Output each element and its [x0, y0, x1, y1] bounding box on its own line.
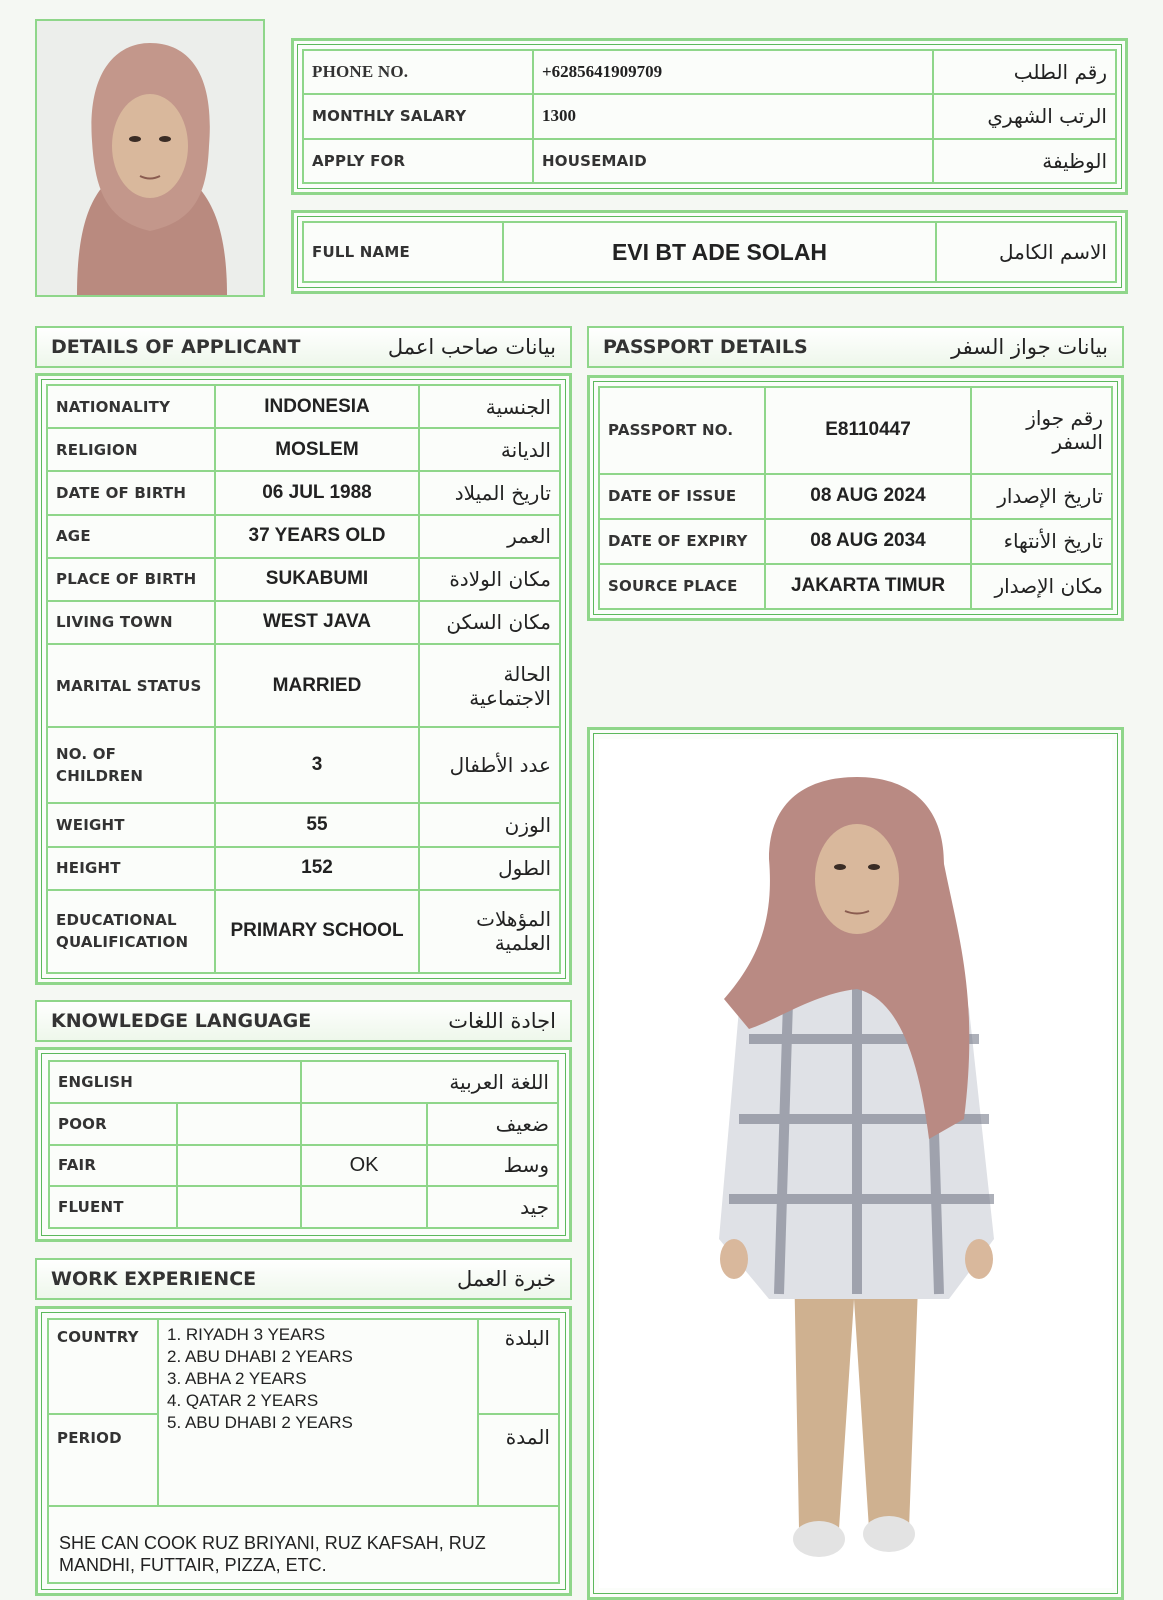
full-name-label-ar: الاسم الكامل	[936, 222, 1116, 282]
salary-label: MONTHLY SALARY	[303, 94, 533, 138]
applicant-field-label: LIVING TOWN	[47, 601, 215, 644]
applicant-field-label-ar: الطول	[419, 847, 560, 890]
work-title: WORK EXPERIENCE	[51, 1268, 257, 1290]
english-label: ENGLISH	[49, 1061, 301, 1103]
applicant-details-box	[35, 373, 572, 985]
phone-value: +6285641909709	[533, 50, 933, 94]
language-level-label: FAIR	[49, 1145, 177, 1187]
applicant-field-value: PRIMARY SCHOOL	[215, 890, 419, 973]
arabic-level-mark	[301, 1103, 427, 1145]
english-level-mark	[177, 1145, 301, 1187]
applicant-section-header	[35, 326, 572, 368]
applicant-field-value: MOSLEM	[215, 428, 419, 471]
passport-field-label-ar: تاريخ الأنتهاء	[971, 519, 1112, 564]
applicant-field-label-ar: مكان السكن	[419, 601, 560, 644]
full-name-label: FULL NAME	[303, 222, 503, 282]
apply-value: HOUSEMAID	[533, 139, 933, 183]
language-level-row	[49, 1145, 558, 1187]
arabic-level-mark	[301, 1186, 427, 1228]
passport-field-label-ar: مكان الإصدار	[971, 564, 1112, 609]
applicant-row	[47, 558, 560, 601]
applicant-row	[47, 601, 560, 644]
applicant-field-label-ar: الوزن	[419, 803, 560, 846]
work-entry: 2. ABU DHABI 2 YEARS	[167, 1347, 353, 1366]
full-body-illustration	[599, 739, 1112, 1588]
passport-details-table	[598, 386, 1113, 610]
full-body-photo-frame	[587, 727, 1124, 1600]
applicant-row	[47, 890, 560, 973]
apply-row	[303, 139, 1116, 183]
language-level-label: POOR	[49, 1103, 177, 1145]
work-entry: 5. ABU DHABI 2 YEARS	[167, 1413, 353, 1432]
applicant-row	[47, 515, 560, 558]
applicant-field-label: PLACE OF BIRTH	[47, 558, 215, 601]
passport-section-header	[587, 326, 1124, 368]
passport-field-label-ar: تاريخ الإصدار	[971, 474, 1112, 519]
passport-field-label: DATE OF EXPIRY	[599, 519, 765, 564]
applicant-field-value: 37 YEARS OLD	[215, 515, 419, 558]
full-name-box	[291, 210, 1128, 294]
work-note: SHE CAN COOK RUZ BRIYANI, RUZ KAFSAH, RUZ MANDHI, FUTTAIR, PIZZA, ETC.	[48, 1506, 559, 1583]
applicant-field-label: DATE OF BIRTH	[47, 471, 215, 514]
full-body-photo	[599, 739, 1112, 1588]
language-title-ar: اجادة اللغات	[448, 1009, 556, 1033]
applicant-title: DETAILS OF APPLICANT	[51, 336, 301, 358]
salary-row	[303, 94, 1116, 138]
applicant-field-label: RELIGION	[47, 428, 215, 471]
passport-row	[599, 519, 1112, 564]
language-level-label-ar: وسط	[427, 1145, 558, 1187]
applicant-title-ar: بيانات صاحب اعمل	[387, 335, 556, 359]
applicant-row	[47, 644, 560, 727]
passport-field-label-ar: رقم جواز السفر	[971, 387, 1112, 474]
passport-field-value: JAKARTA TIMUR	[765, 564, 971, 609]
portrait-photo	[35, 19, 265, 297]
passport-row	[599, 564, 1112, 609]
applicant-field-value: 152	[215, 847, 419, 890]
english-level-mark	[177, 1186, 301, 1228]
passport-field-label: SOURCE PLACE	[599, 564, 765, 609]
applicant-field-value: 55	[215, 803, 419, 846]
applicant-field-value: 06 JUL 1988	[215, 471, 419, 514]
language-level-row	[49, 1186, 558, 1228]
language-table	[48, 1060, 559, 1229]
work-entry: 3. ABHA 2 YEARS	[167, 1369, 307, 1388]
note-row	[48, 1506, 559, 1583]
applicant-field-label: AGE	[47, 515, 215, 558]
salary-label-ar: الرتب الشهري	[933, 94, 1116, 138]
passport-title: PASSPORT DETAILS	[603, 336, 808, 358]
applicant-field-label-ar: مكان الولادة	[419, 558, 560, 601]
applicant-details-table	[46, 384, 561, 974]
work-entry: 1. RIYADH 3 YEARS	[167, 1325, 326, 1344]
applicant-field-value: WEST JAVA	[215, 601, 419, 644]
applicant-field-label-ar: الجنسية	[419, 385, 560, 428]
full-name-table	[302, 221, 1117, 283]
work-experience-table	[47, 1318, 560, 1584]
salary-value: 1300	[533, 94, 933, 138]
country-label-ar: البلدة	[478, 1319, 559, 1414]
applicant-field-label-ar: الحالة الاجتماعية	[419, 644, 560, 727]
language-level-label-ar: جيد	[427, 1186, 558, 1228]
phone-label: PHONE NO.	[303, 50, 533, 94]
work-section-header	[35, 1258, 572, 1300]
applicant-field-label: EDUCATIONAL QUALIFICATION	[47, 890, 215, 973]
arabic-label: اللغة العربية	[301, 1061, 558, 1103]
applicant-field-label: NO. OF CHILDREN	[47, 727, 215, 803]
work-experience-box	[35, 1306, 572, 1596]
language-level-label: FLUENT	[49, 1186, 177, 1228]
applicant-field-label-ar: المؤهلات العلمية	[419, 890, 560, 973]
applicant-field-label: WEIGHT	[47, 803, 215, 846]
applicant-row	[47, 803, 560, 846]
applicant-row	[47, 847, 560, 890]
language-section-header	[35, 1000, 572, 1042]
passport-field-value: E8110447	[765, 387, 971, 474]
passport-field-value: 08 AUG 2024	[765, 474, 971, 519]
contact-info-box	[291, 38, 1128, 195]
applicant-row	[47, 428, 560, 471]
passport-row	[599, 387, 1112, 474]
work-title-ar: خبرة العمل	[457, 1267, 556, 1291]
applicant-field-label-ar: الديانة	[419, 428, 560, 471]
passport-details-box	[587, 375, 1124, 621]
applicant-field-value: INDONESIA	[215, 385, 419, 428]
applicant-field-label-ar: عدد الأطفال	[419, 727, 560, 803]
applicant-row	[47, 471, 560, 514]
passport-field-value: 08 AUG 2034	[765, 519, 971, 564]
passport-row	[599, 474, 1112, 519]
country-row	[48, 1319, 559, 1414]
full-name-value: EVI BT ADE SOLAH	[503, 222, 936, 282]
language-box	[35, 1047, 572, 1242]
contact-info-table	[302, 49, 1117, 184]
language-title: KNOWLEDGE LANGUAGE	[51, 1010, 312, 1032]
applicant-field-label: NATIONALITY	[47, 385, 215, 428]
applicant-field-label: MARITAL STATUS	[47, 644, 215, 727]
phone-row	[303, 50, 1116, 94]
apply-label-ar: الوظيفة	[933, 139, 1116, 183]
language-level-row	[49, 1103, 558, 1145]
applicant-field-value: MARRIED	[215, 644, 419, 727]
language-level-label-ar: ضعيف	[427, 1103, 558, 1145]
language-header-row	[49, 1061, 558, 1103]
arabic-level-mark: OK	[301, 1145, 427, 1187]
applicant-row	[47, 385, 560, 428]
applicant-field-value: 3	[215, 727, 419, 803]
period-label-ar: المدة	[478, 1414, 559, 1506]
applicant-field-value: SUKABUMI	[215, 558, 419, 601]
portrait-illustration	[37, 21, 263, 295]
phone-label-ar: رقم الطلب	[933, 50, 1116, 94]
applicant-field-label: HEIGHT	[47, 847, 215, 890]
applicant-field-label-ar: تاريخ الميلاد	[419, 471, 560, 514]
passport-field-label: DATE OF ISSUE	[599, 474, 765, 519]
work-entries	[158, 1319, 478, 1506]
passport-title-ar: بيانات جواز السفر	[951, 335, 1108, 359]
period-label: PERIOD	[48, 1414, 158, 1506]
country-label: COUNTRY	[48, 1319, 158, 1414]
applicant-row	[47, 727, 560, 803]
english-level-mark	[177, 1103, 301, 1145]
applicant-field-label-ar: العمر	[419, 515, 560, 558]
work-entry: 4. QATAR 2 YEARS	[167, 1391, 319, 1410]
apply-label: APPLY FOR	[303, 139, 533, 183]
passport-field-label: PASSPORT NO.	[599, 387, 765, 474]
